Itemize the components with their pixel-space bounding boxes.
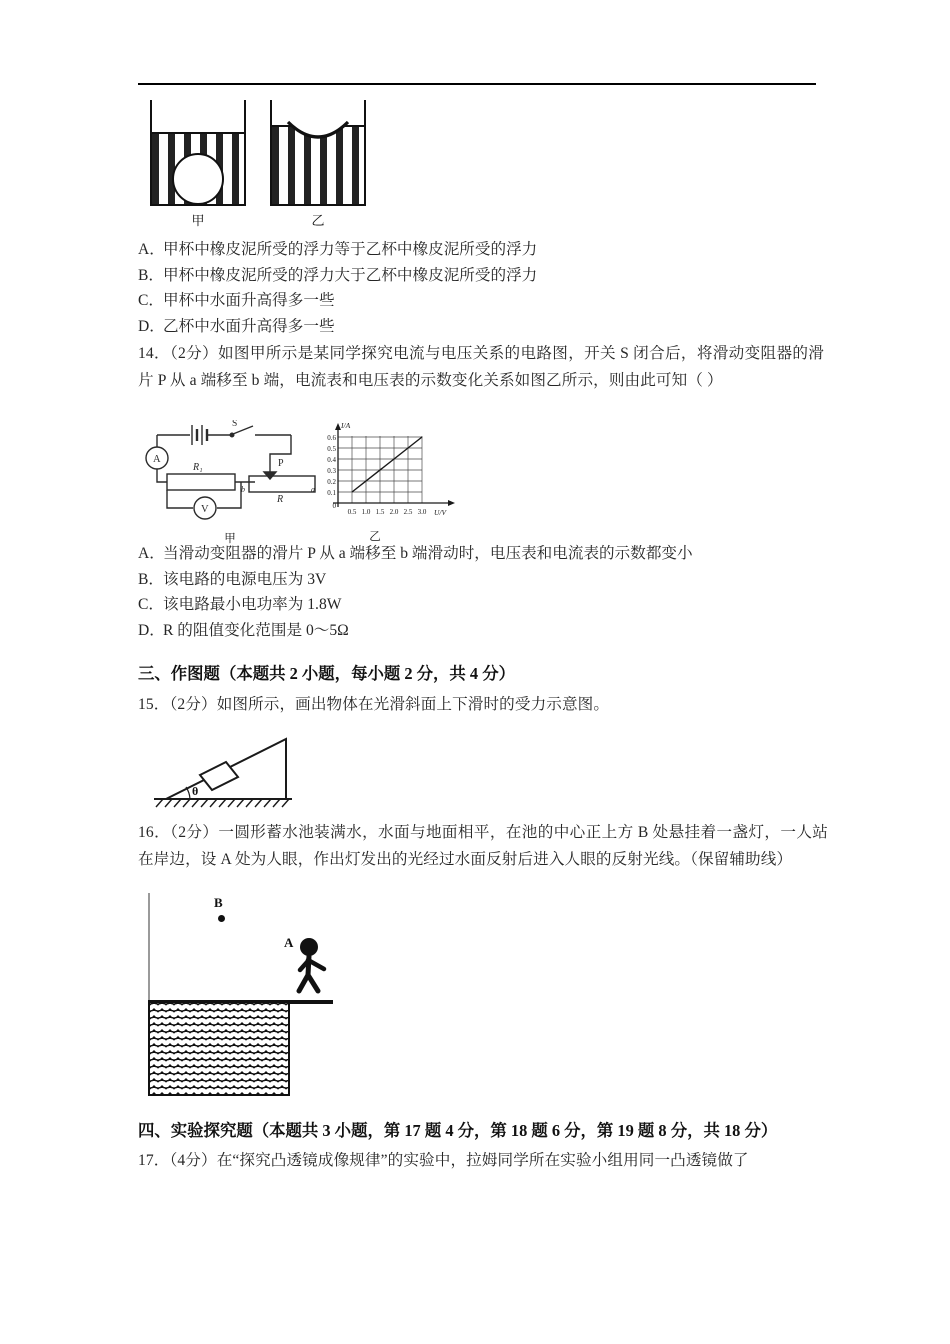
q17-number: 17． xyxy=(138,1152,170,1169)
q13-option-d-text: 乙杯中水面升高得多一些 xyxy=(163,317,335,335)
q13-option-a-text: 甲杯中橡皮泥所受的浮力等于乙杯中橡皮泥所受的浮力 xyxy=(163,241,538,258)
q14-option-a-label: A． xyxy=(138,545,165,562)
circuit-diagram-jia xyxy=(145,420,325,545)
angle-theta-label: θ xyxy=(192,784,199,798)
ammeter-label: A xyxy=(153,454,161,465)
q16-number: 16． xyxy=(138,824,171,841)
q15-stem-block xyxy=(138,691,828,718)
q13-beaker-figure xyxy=(150,100,400,235)
clay-boat-shape xyxy=(288,122,348,137)
q17-stem-text: 在“探究凸透镜成像规律”的实验中，拉姆同学所在实验小组用同一凸透镜做了 xyxy=(216,1152,749,1169)
y-tick-5: 0.6 xyxy=(327,434,336,442)
voltmeter-label: V xyxy=(201,504,209,515)
q13-option-b-label: B． xyxy=(138,266,164,284)
q14-option-c-text: 该电路最小电功率为 1.8W xyxy=(163,596,342,613)
q14-option-d-label: D． xyxy=(138,621,165,639)
terminal-b-label: b xyxy=(241,485,245,494)
point-b-label: B xyxy=(214,895,223,910)
q14-option-c-label: C． xyxy=(138,596,164,613)
q13-option-c-text: 甲杯中水面升高得多一些 xyxy=(163,292,335,309)
y-axis-label: I/A xyxy=(341,421,351,430)
q13-option-b xyxy=(138,263,828,289)
q15-incline-figure xyxy=(150,733,325,815)
person-figure xyxy=(296,937,346,1003)
figure-left-border xyxy=(148,893,150,1013)
beaker-yi-caption: 乙 xyxy=(311,213,325,228)
q14-option-a xyxy=(138,541,838,567)
x-tick-5: 3.0 xyxy=(417,508,427,516)
slider-p-label: P xyxy=(278,458,284,469)
x-tick-3: 2.0 xyxy=(389,508,399,516)
q14-options xyxy=(138,541,838,643)
beaker-jia xyxy=(150,100,250,235)
point-a-label: A xyxy=(284,935,294,950)
q15-stem-text: 如图所示，画出物体在光滑斜面上下滑时的受力示意图。 xyxy=(216,696,610,713)
y-tick-1: 0.2 xyxy=(327,478,336,486)
x-tick-0: 0.5 xyxy=(347,508,357,516)
q13-options xyxy=(138,237,828,339)
beaker-yi xyxy=(270,100,370,235)
q13-option-d xyxy=(138,314,828,340)
pool-water xyxy=(150,1003,288,1094)
iu-graph-yi xyxy=(315,420,490,545)
point-b-dot xyxy=(218,915,225,922)
q14-number: 14． xyxy=(138,345,170,362)
q14-option-b-text: 该电路的电源电压为 3V xyxy=(163,570,327,588)
q14-option-d xyxy=(138,618,838,644)
q13-option-b-text: 甲杯中橡皮泥所受的浮力大于乙杯中橡皮泥所受的浮力 xyxy=(163,266,538,284)
y-tick-0: 0.1 xyxy=(327,489,336,497)
q14-option-d-text: R 的阻值变化范围是 0～5Ω xyxy=(163,621,349,639)
x-tick-1: 1.0 xyxy=(361,508,371,516)
q16-stem-text: 一圆形蓄水池装满水，水面与地面相平，在池的中心正上方 B 处悬挂着一盏灯，一人站在岸边，设 A 处为人眼，作出灯发出的光经过水面反射后进入人眼的反射光线。（保留辅助线） xyxy=(138,824,828,868)
origin-label: 0 xyxy=(332,502,336,510)
q13-option-a-label: A． xyxy=(138,241,165,258)
circuit-caption: 甲 xyxy=(224,533,236,545)
q13-option-d-label: D． xyxy=(138,317,165,335)
y-tick-4: 0.5 xyxy=(327,445,336,453)
x-tick-2: 1.5 xyxy=(375,508,385,516)
clay-ball-shape xyxy=(173,154,223,204)
q13-option-c-label: C． xyxy=(138,292,164,309)
q16-marks: （2分） xyxy=(170,824,219,841)
pool-container xyxy=(148,1000,290,1096)
iu-graph-svg xyxy=(315,420,490,532)
q14-option-b-label: B． xyxy=(138,570,164,588)
switch-s-label: S xyxy=(232,420,238,429)
rheostat-label: R xyxy=(277,494,284,505)
resistor-r1-label: R₁ xyxy=(193,462,203,473)
q17-marks: （4分） xyxy=(169,1152,217,1169)
q13-option-a xyxy=(138,237,828,263)
y-tick-3: 0.4 xyxy=(327,456,336,464)
q14-stem-block xyxy=(138,340,824,394)
q17-stem-block xyxy=(138,1147,828,1174)
section-three-heading: 三、作图题（本题共 2 小题，每小题 2 分，共 4 分） xyxy=(138,664,515,683)
q15-number: 15． xyxy=(138,696,170,713)
q14-option-c xyxy=(138,592,838,618)
ground-ledge xyxy=(288,1000,333,1004)
y-tick-2: 0.3 xyxy=(327,467,336,475)
iu-data-line xyxy=(352,437,422,492)
q14-marks: （2分） xyxy=(169,345,219,362)
x-tick-4: 2.5 xyxy=(403,508,413,516)
q13-option-c xyxy=(138,288,828,314)
x-axis-label: U/V xyxy=(434,508,447,517)
header-rule xyxy=(138,83,816,85)
q15-marks: （2分） xyxy=(169,696,217,713)
section-four-heading: 四、实验探究题（本题共 3 小题，第 17 题 4 分，第 18 题 6 分，第 19 题 8 分，共 18 分） xyxy=(138,1121,778,1140)
graph-caption: 乙 xyxy=(369,531,381,543)
q14-figure xyxy=(145,420,495,545)
q14-stem-text: 如图甲所示是某同学探究电流与电压关系的电路图，开关 S 闭合后，将滑动变阻器的滑片 P 从 a 端移至 b 端，电流表和电压表的示数变化关系如图乙所示，则由此可知（ ） xyxy=(138,345,824,389)
beaker-jia-caption: 甲 xyxy=(191,213,205,228)
terminal-a-label: a xyxy=(311,485,315,494)
q14-option-b xyxy=(138,567,838,593)
q14-option-a-text: 当滑动变阻器的滑片 P 从 a 端移至 b 端滑动时，电压表和电流表的示数都变小 xyxy=(163,545,693,562)
q16-stem-block xyxy=(138,819,828,873)
q16-pool-figure xyxy=(148,893,363,1108)
